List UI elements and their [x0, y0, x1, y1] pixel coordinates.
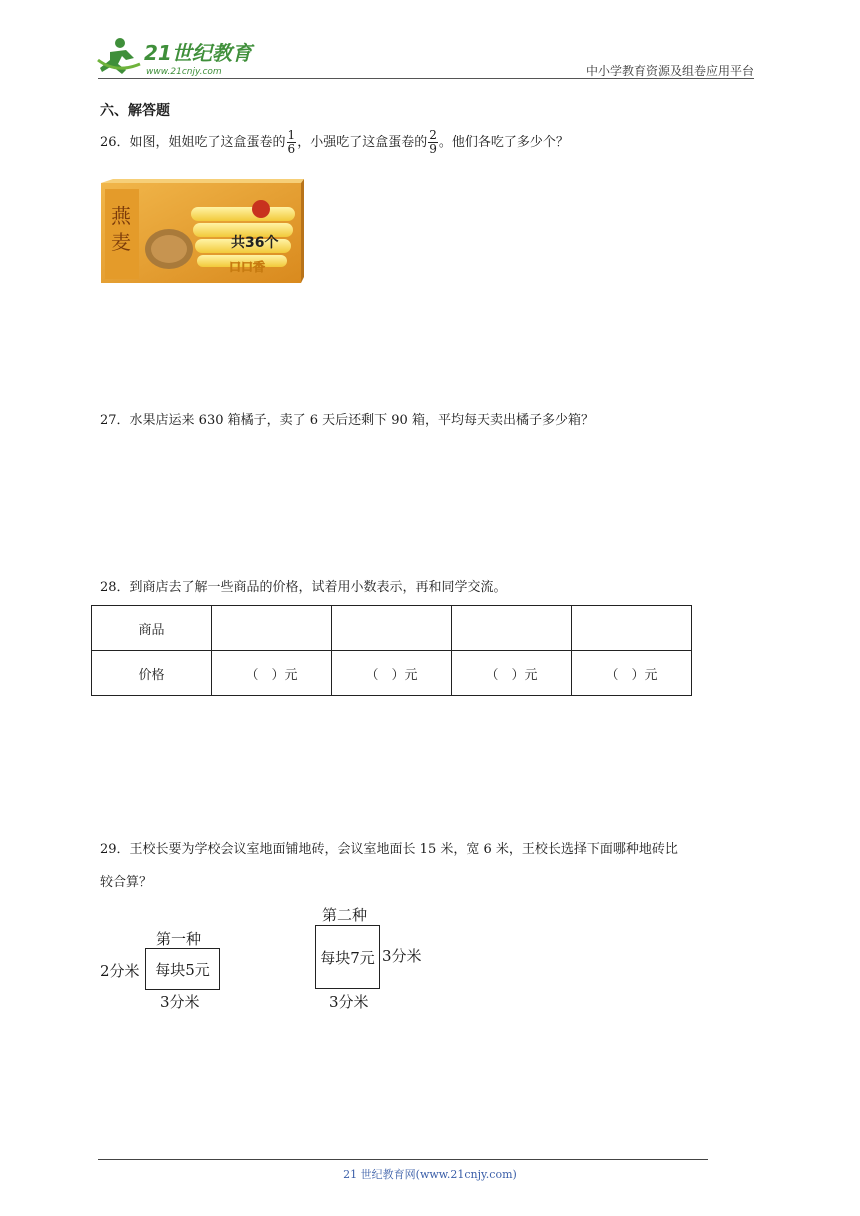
- price-cell-3[interactable]: （ ）元: [452, 651, 572, 696]
- box-badge: 口口香: [229, 260, 266, 274]
- tile-2-title: 第二种: [322, 906, 368, 924]
- logo-text: 21世纪教育: [144, 41, 252, 65]
- question-26: [100, 129, 569, 156]
- footer-link[interactable]: 21 世纪教育网(www.21cnjy.com): [343, 1168, 517, 1181]
- box-count-label: 共36个: [231, 235, 279, 251]
- header-tagline: 中小学教育资源及组卷应用平台: [585, 64, 754, 78]
- q26-prefix: 26．如图，姐姐吃了这盒蛋卷的: [100, 135, 286, 150]
- price-table: [91, 605, 692, 696]
- section-title: 六、解答题: [100, 103, 170, 119]
- table-row-price: [92, 651, 692, 696]
- box-brand-char-1: 燕: [111, 204, 131, 228]
- goods-cell-3[interactable]: [452, 606, 572, 651]
- header-divider: [98, 78, 754, 79]
- row-header-goods: 商品: [92, 606, 212, 651]
- tile-1-price: 每块5元: [155, 960, 210, 979]
- tile-2-diagram: [315, 925, 380, 989]
- price-cell-4[interactable]: （ ）元: [572, 651, 692, 696]
- question-28: 28．到商店去了解一些商品的价格，试着用小数表示，再和同学交流。: [100, 580, 507, 595]
- question-29-line-1: 29．王校长要为学校会议室地面铺地砖，会议室地面长 15 米，宽 6 米，王校长选择下面哪种地砖比: [100, 842, 678, 857]
- table-row-goods: [92, 606, 692, 651]
- question-27: 27．水果店运来 630 箱橘子，卖了 6 天后还剩下 90 箱，平均每天卖出橘子多少箱？: [100, 413, 594, 428]
- goods-cell-1[interactable]: [212, 606, 332, 651]
- q26-suffix: 。他们各吃了多少个？: [438, 135, 569, 150]
- egg-roll-box-image: [101, 179, 304, 288]
- fraction-two-ninths: $\frac{2}{9}$: [429, 128, 437, 156]
- price-cell-1[interactable]: （ ）元: [212, 651, 332, 696]
- fraction-one-sixth: $\frac{1}{6}$: [287, 128, 296, 156]
- goods-cell-4[interactable]: [572, 606, 692, 651]
- tile-1-bottom-length: 3分米: [160, 993, 200, 1011]
- price-cell-2[interactable]: （ ）元: [332, 651, 452, 696]
- logo-url: www.21cnjy.com: [146, 67, 222, 77]
- tile-1-side-length: 2分米: [100, 962, 140, 980]
- row-header-price: 价格: [92, 651, 212, 696]
- footer-divider: [98, 1159, 708, 1160]
- box-brand-char-2: 麦: [111, 230, 131, 254]
- tile-2-side-length: 3分米: [382, 947, 422, 965]
- site-logo: [96, 34, 261, 78]
- tile-2-bottom-length: 3分米: [329, 993, 369, 1011]
- tile-2-price: 每块7元: [320, 948, 375, 967]
- question-29-line-2: 较合算？: [100, 875, 153, 890]
- goods-cell-2[interactable]: [332, 606, 452, 651]
- q26-middle: ，小强吃了这盒蛋卷的: [297, 135, 428, 150]
- tile-1-diagram: [145, 948, 220, 990]
- tile-1-title: 第一种: [156, 930, 202, 948]
